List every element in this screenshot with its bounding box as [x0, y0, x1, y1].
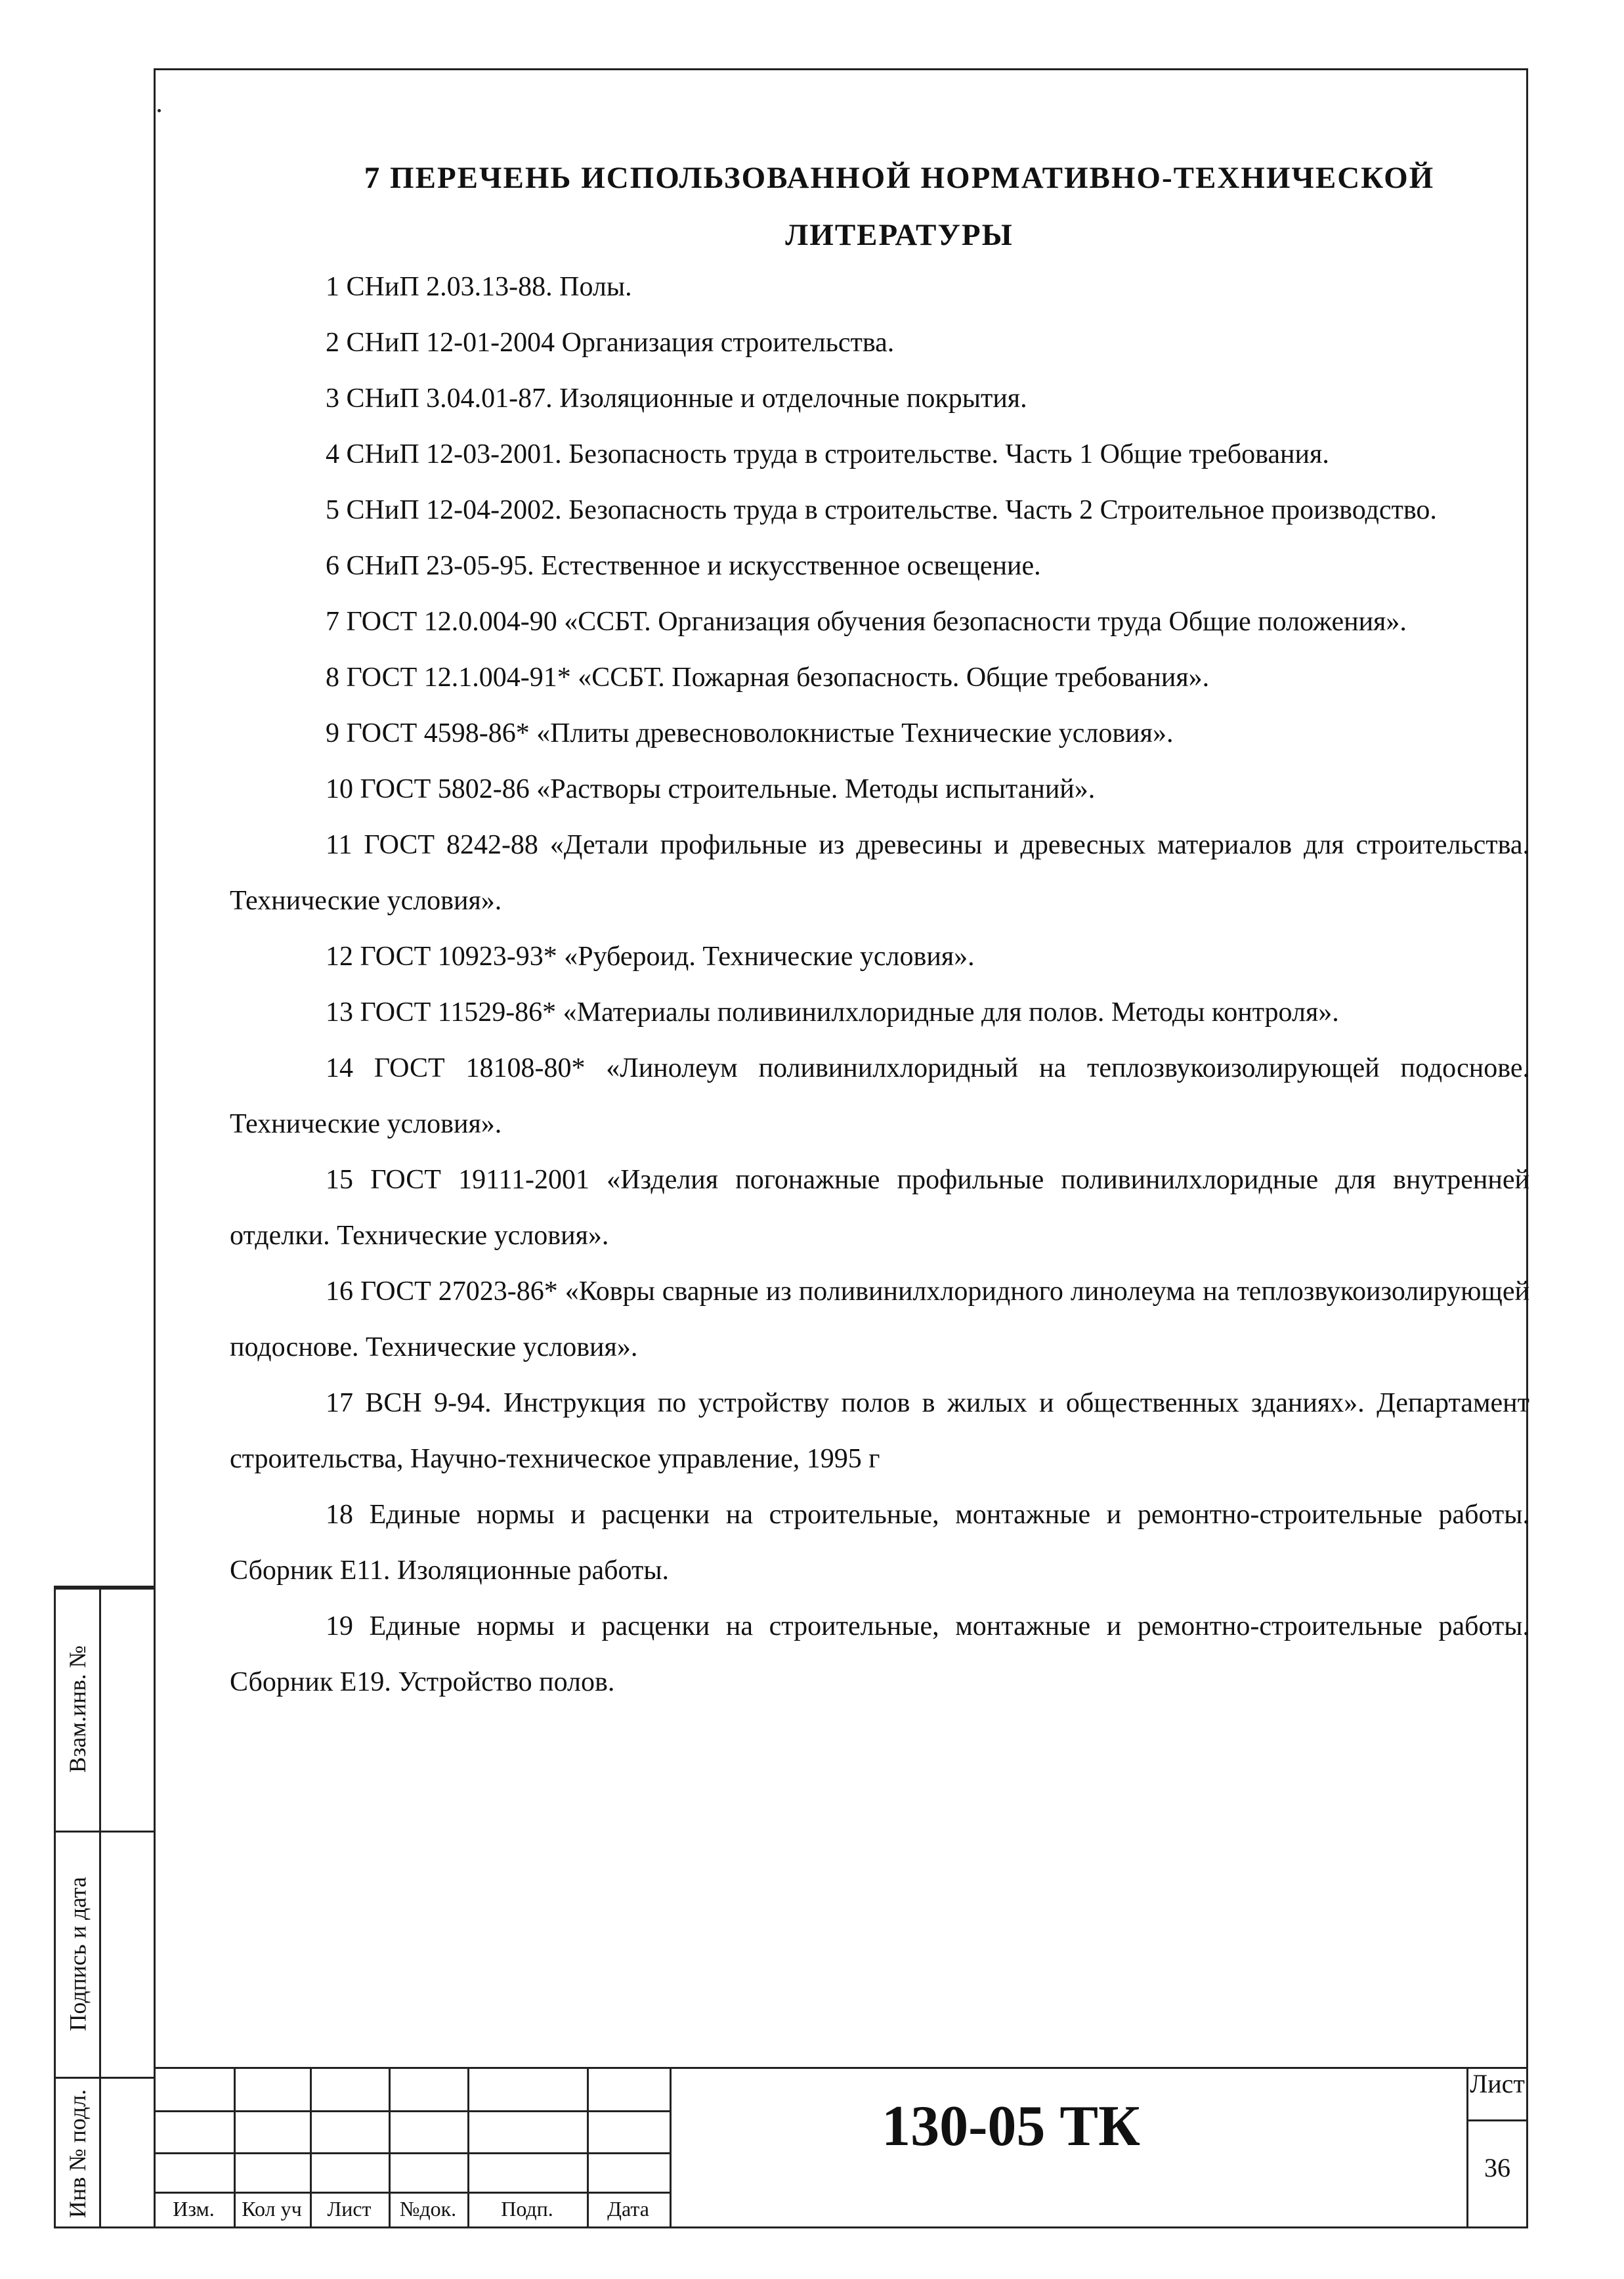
list-item — [230, 371, 1529, 427]
list-item-number: 1 — [326, 272, 339, 302]
title-block — [154, 2067, 1528, 2228]
list-item-text: СНиП 12-04-2002. Безопасность труда в строительстве. Часть 2 Строительное производство. — [346, 495, 1437, 525]
list-item-number: 10 — [326, 774, 353, 804]
heading-line-2: ЛИТЕРАТУРЫ — [785, 218, 1014, 252]
list-item-text: СНиП 23-05-95. Естественное и искусственное освещение. — [346, 551, 1041, 581]
list-item — [230, 650, 1529, 706]
list-item-number: 4 — [326, 439, 339, 469]
list-item-number: 2 — [326, 328, 339, 358]
list-item-text: СНиП 2.03.13-88. Полы. — [346, 272, 632, 302]
list-item — [230, 706, 1529, 762]
list-item-text: ГОСТ 19111-2001 «Изделия погонажные профильные поливинилхлоридные для внутренней отделки. Технические условия». — [230, 1165, 1530, 1251]
list-item-text: ГОСТ 12.1.004-91* «ССБТ. Пожарная безопасность. Общие требования». — [346, 662, 1210, 693]
header-ndok: №док. — [399, 2197, 457, 2221]
list-item-number: 11 — [326, 830, 353, 860]
list-item-number: 13 — [326, 997, 353, 1028]
list-item-text: СНиП 12-03-2001. Безопасность труда в строительстве. Часть 1 Общие требования. — [346, 439, 1329, 469]
list-item-text: Единые нормы и расценки на строительные, монтажные и ремонтно-строительные работы. Сборник Е19. Устройство полов. — [230, 1611, 1529, 1697]
list-item-text: ГОСТ 4598-86* «Плиты древесноволокнистые Технические условия». — [346, 718, 1174, 749]
document-code: 130-05 ТК — [882, 2095, 1140, 2158]
original-inv-label: Инв № подл. — [64, 2089, 91, 2219]
list-item-text: Единые нормы и расценки на строительные, монтажные и ремонтно-строительные работы. Сборник Е11. Изоляционные работы. — [230, 1500, 1529, 1586]
list-item — [230, 1041, 1529, 1152]
list-item — [230, 1264, 1529, 1376]
list-item-number: 9 — [326, 718, 339, 749]
replacement-inv-label: Взам.инв. № — [64, 1645, 91, 1773]
list-item-number: 19 — [326, 1611, 353, 1641]
list-item-text: ГОСТ 27023-86* «Ковры сварные из поливинилхлоридного линолеума на теплозвукоизолирующей подоснове. Технические условия». — [230, 1276, 1530, 1362]
list-item-text: ГОСТ 8242-88 «Детали профильные из древесины и древесных материалов для строительства. Технические условия». — [230, 830, 1529, 916]
list-item-number: 8 — [326, 662, 339, 693]
list-item-number: 5 — [326, 495, 339, 525]
list-item — [230, 929, 1529, 985]
section-heading — [309, 150, 1490, 264]
list-item — [230, 315, 1529, 371]
list-item-text: ГОСТ 18108-80* «Линолеум поливинилхлоридный на теплозвукоизолирующей подоснове. Технические условия». — [230, 1053, 1530, 1139]
list-item — [230, 594, 1529, 650]
list-item-text: ВСН 9-94. Инструкция по устройству полов в жилых и общественных зданиях». Департамент строительства, Научно-техническое управление, 1995 г — [230, 1388, 1529, 1474]
reference-list — [230, 259, 1529, 1710]
list-item-text: ГОСТ 12.0.004-90 «ССБТ. Организация обучения безопасности труда Общие положения». — [346, 607, 1407, 637]
list-item — [230, 1487, 1529, 1599]
header-podp: Подп. — [501, 2197, 553, 2221]
list-item — [230, 762, 1529, 817]
list-item-number: 3 — [326, 383, 339, 414]
list-item — [230, 1376, 1529, 1487]
list-item-number: 7 — [326, 607, 339, 637]
list-item — [230, 427, 1529, 483]
sheet-label: Лист — [1470, 2069, 1525, 2098]
header-list: Лист — [327, 2197, 372, 2221]
signature-date-label: Подпись и дата — [64, 1877, 91, 2031]
list-item-text: ГОСТ 10923-93* «Рубероид. Технические условия». — [360, 942, 975, 972]
list-item-text: СНиП 12-01-2004 Организация строительства. — [346, 328, 895, 358]
list-item-number: 17 — [326, 1388, 353, 1418]
list-item — [230, 1599, 1529, 1710]
list-item-text: СНиП 3.04.01-87. Изоляционные и отделочные покрытия. — [346, 383, 1027, 414]
list-item — [230, 817, 1529, 929]
sheet-number: 36 — [1484, 2153, 1510, 2182]
list-item-number: 6 — [326, 551, 339, 581]
list-item-number: 15 — [326, 1165, 353, 1195]
list-item-text: ГОСТ 5802-86 «Растворы строительные. Методы испытаний». — [360, 774, 1096, 804]
list-item — [230, 985, 1529, 1041]
list-item — [230, 259, 1529, 315]
heading-line-1: 7 ПЕРЕЧЕНЬ ИСПОЛЬЗОВАННОЙ НОРМАТИВНО-ТЕХНИЧЕСКОЙ — [364, 161, 1435, 195]
list-item — [230, 1152, 1529, 1264]
list-item-number: 14 — [326, 1053, 353, 1083]
list-item-text: ГОСТ 11529-86* «Материалы поливинилхлоридные для полов. Методы контроля». — [360, 997, 1339, 1028]
list-item-number: 18 — [326, 1500, 353, 1530]
list-item — [230, 538, 1529, 594]
header-izm: Изм. — [173, 2197, 215, 2221]
header-data: Дата — [607, 2197, 649, 2221]
header-kol-uch: Кол уч — [242, 2197, 302, 2221]
frame-dot — [158, 109, 161, 112]
list-item-number: 12 — [326, 942, 353, 972]
list-item-number: 16 — [326, 1276, 353, 1307]
side-stamp — [54, 1586, 154, 2228]
list-item — [230, 483, 1529, 538]
